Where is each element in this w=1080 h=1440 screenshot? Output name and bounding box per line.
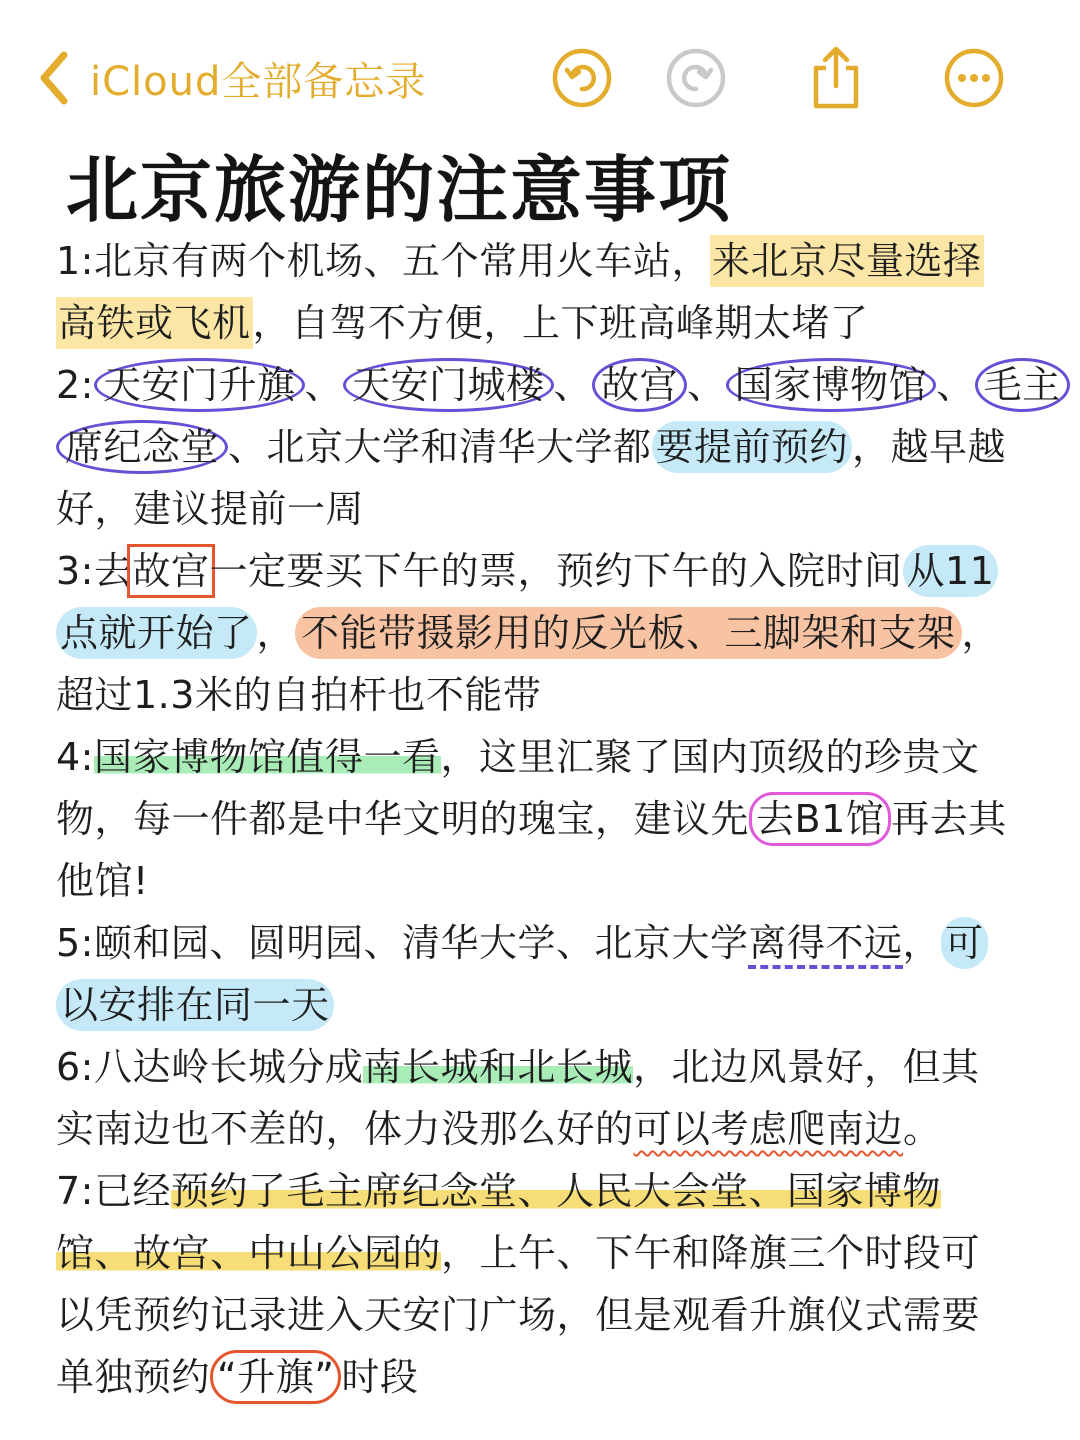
note-text: 好，建议提前一周 (56, 487, 365, 531)
highlighted-text: 国家博物馆值得一看 (93, 735, 441, 779)
note-text: ， (256, 611, 296, 655)
back-button[interactable] (36, 42, 426, 114)
note-text: 、北京大学和清华大学都 (228, 425, 652, 469)
note-text: 单独预约 (56, 1355, 211, 1399)
note-text: 、 (304, 363, 344, 407)
note-line (56, 974, 1022, 1036)
note-text: 5:颐和园、圆明园、清华大学、北京大学 (56, 921, 749, 965)
highlighted-text: 国家博物馆 (726, 358, 937, 412)
highlighted-text: 天安门升旗 (94, 358, 305, 412)
note-text: 、 (687, 363, 726, 407)
note-text: 2: (56, 363, 94, 407)
more-icon (942, 46, 1006, 110)
highlighted-text: 毛主 (975, 358, 1070, 412)
highlighted-text: 天安门城楼 (343, 358, 554, 412)
highlighted-text: 南长城和北长城 (363, 1045, 633, 1089)
highlighted-text: 可以考虑爬南边 (633, 1107, 904, 1151)
note-text: 、 (553, 363, 593, 407)
highlighted-text: 高铁或飞机 (56, 297, 253, 349)
highlighted-text: 来北京尽量选择 (710, 235, 984, 287)
note-text: 以凭预约记录进入天安门广场，但是观看升旗仪式需要 (56, 1293, 981, 1337)
note-text: 1:北京有两个机场、五个常用火车站， (56, 239, 710, 283)
note-line (56, 850, 1022, 912)
note-line (56, 1346, 1022, 1408)
back-label: iCloud全部备忘录 (90, 58, 427, 105)
note-line (56, 1284, 1022, 1346)
undo-icon (550, 46, 614, 110)
note-text: 一定要买下午的票，预约下午的入院时间 (209, 549, 903, 593)
highlighted-text: 故宫 (132, 549, 210, 593)
share-icon (804, 44, 868, 112)
note-title: 北京旅游的注意事项 (66, 148, 733, 232)
note-line (56, 540, 1022, 602)
highlighted-text: 点就开始了 (56, 607, 257, 659)
note-text: ，上午、下午和降旗三个时段可 (441, 1231, 981, 1275)
highlighted-text: 可 (941, 917, 988, 969)
redo-icon (664, 46, 728, 110)
note-text: ， (902, 921, 942, 965)
highlighted-text: 馆、故宫、中山公园的 (56, 1231, 442, 1275)
note-text: 他馆! (56, 859, 149, 903)
note-line (56, 416, 1022, 478)
navigation-bar (0, 38, 1080, 118)
note-text: ，自驾不方便，上下班高峰期太堵了 (252, 301, 869, 345)
note-text: 。 (903, 1107, 942, 1151)
more-button[interactable] (942, 46, 1006, 110)
note-line (56, 478, 1022, 540)
redo-button[interactable] (664, 46, 728, 110)
note-text: 、 (936, 363, 975, 407)
note-line (56, 1098, 1022, 1160)
note-body[interactable] (56, 230, 1061, 1408)
note-line (56, 1160, 1022, 1222)
note-line (56, 664, 1022, 726)
highlighted-text: 预约了毛主席纪念堂、人民大会堂、国家博物 (170, 1169, 941, 1213)
note-line (56, 1222, 1022, 1284)
note-text: ， (961, 611, 1001, 655)
highlighted-text: 从11 (903, 545, 999, 597)
note-line (56, 726, 1022, 788)
undo-button[interactable] (550, 46, 614, 110)
note-line (56, 230, 1022, 292)
note-text: 再去其 (891, 797, 1007, 841)
highlighted-text: 席纪念堂 (56, 420, 228, 474)
note-text: 实南边也不差的，体力没那么好的 (56, 1107, 634, 1151)
note-text: ，越早越 (852, 425, 1007, 469)
highlighted-text: 以安排在同一天 (56, 979, 334, 1031)
chevron-left-icon (36, 49, 70, 107)
highlighted-text: “升旗” (210, 1350, 341, 1404)
note-line (56, 1036, 1022, 1098)
note-line (56, 912, 1022, 974)
share-button[interactable] (804, 46, 868, 110)
note-line (56, 354, 1061, 416)
note-line (56, 292, 1022, 354)
note-line (56, 602, 1022, 664)
highlighted-text: 故宫 (592, 358, 687, 412)
highlighted-text: 不能带摄影用的反光板、三脚架和支架 (295, 607, 962, 659)
note-text: 时段 (341, 1355, 419, 1399)
note-text: 超过1.3米的自拍杆也不能带 (56, 673, 542, 717)
note-text: 6:八达岭长城分成 (56, 1045, 364, 1089)
highlighted-text: 离得不远 (748, 921, 902, 969)
note-text: 4: (56, 735, 94, 779)
note-text: 物，每一件都是中华文明的瑰宝，建议先 (56, 797, 750, 841)
highlighted-text: 去B1馆 (749, 792, 891, 846)
note-text: 3:去 (56, 549, 133, 593)
note-text: ，这里汇聚了国内顶级的珍贵文 (440, 735, 980, 779)
highlighted-text: 要提前预约 (652, 421, 853, 473)
note-line (56, 788, 1022, 850)
note-text: ，北边风景好，但其 (633, 1045, 980, 1089)
note-text: 7:已经 (56, 1169, 171, 1213)
